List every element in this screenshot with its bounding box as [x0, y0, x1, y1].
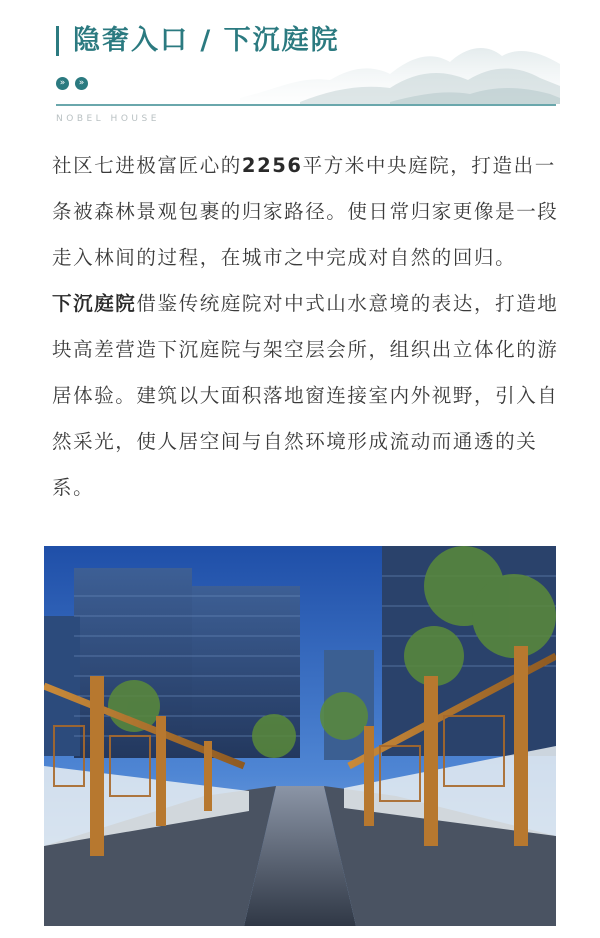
- double-chevron-right-icon: »: [56, 77, 69, 90]
- title-accent-bar: [56, 26, 59, 56]
- paragraph-text: 社区七进极富匠心的: [52, 154, 242, 177]
- section-header: [0, 0, 600, 135]
- header-divider: [56, 104, 556, 106]
- paragraph: [52, 281, 560, 511]
- article-body: [52, 143, 560, 511]
- highlight-term: 下沉庭院: [52, 292, 137, 315]
- courtyard-illustration: [44, 546, 556, 926]
- ink-mountain-decoration: [240, 28, 560, 104]
- chevron-dots: [56, 77, 88, 90]
- paragraph: [52, 143, 560, 281]
- double-chevron-right-icon: »: [75, 77, 88, 90]
- section-subtitle: NOBEL HOUSE: [56, 114, 160, 124]
- paragraph-text: 平方米中央庭院，打造出一条被森林景观包裹的归家路径。使日常归家更像是一段走入林间的过程，在城市之中完成对自然的回归。: [52, 154, 559, 269]
- courtyard-photo: [44, 546, 556, 926]
- section-title: 隐奢入口 / 下沉庭院: [73, 25, 340, 56]
- paragraph-text: 借鉴传统庭院对中式山水意境的表达，打造地块高差营造下沉庭院与架空层会所，组织出立体化的游居体验。建筑以大面积落地窗连接室内外视野，引入自然采光，使人居空间与自然环境形成流动而通透的关系。: [52, 292, 559, 499]
- highlight-number: 2256: [241, 154, 303, 177]
